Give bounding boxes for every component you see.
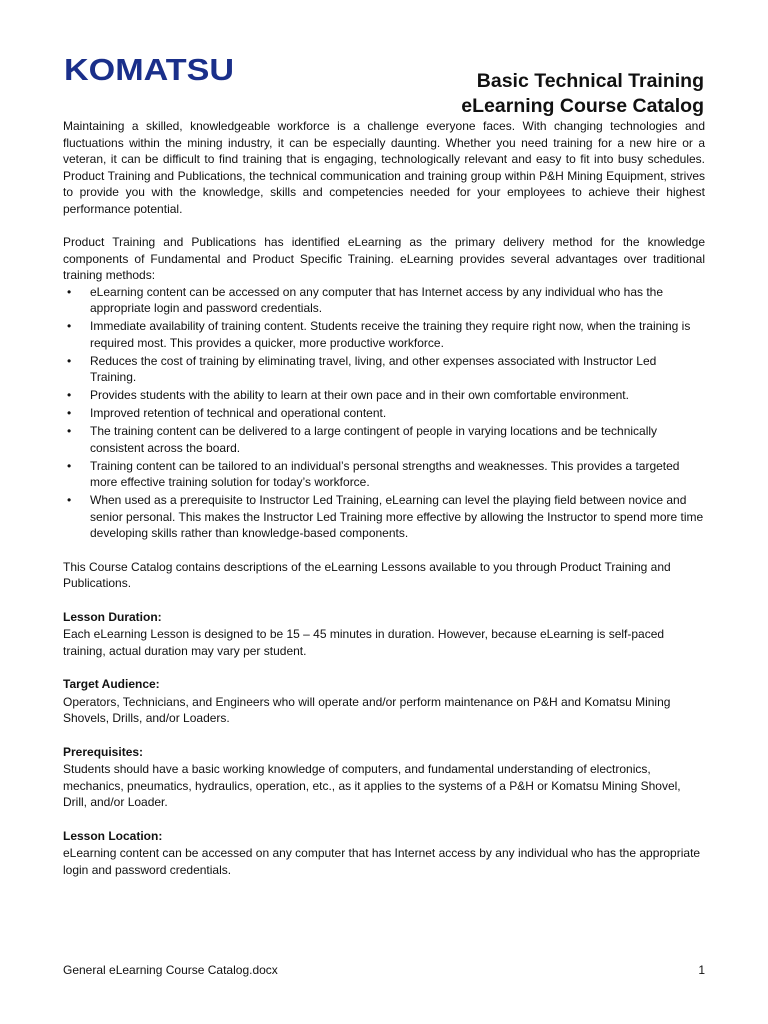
logo-wordmark: KOMATSU: [64, 54, 234, 84]
lesson-location-body: eLearning content can be accessed on any computer that has Internet access by any individual who has the appropriate login and password credentials.: [63, 846, 701, 877]
lesson-duration-body: Each eLearning Lesson is designed to be 15 – 45 minutes in duration. However, because eLearning is self-paced training, actual duration may vary per student.: [63, 627, 665, 658]
lesson-duration-heading: Lesson Duration:: [63, 609, 162, 624]
benefit-item: • Training content can be tailored to an individual’s personal strengths and weaknesses. This provides a targeted more effective training solution for today’s workforce.: [90, 458, 705, 491]
title-line-2: eLearning Course Catalog: [461, 95, 704, 117]
intro-paragraph-2: Product Training and Publications has identified eLearning as the primary delivery method for the knowledge components of Fundamental and Product Specific Training. eLearning provides several advantages over traditional training methods:: [63, 235, 705, 282]
lesson-location-heading: Lesson Location:: [63, 828, 163, 843]
komatsu-logo-mark: [64, 54, 236, 84]
benefit-item: • eLearning content can be accessed on any computer that has Internet access by any individual who has the appropriate login and password credentials.: [90, 284, 705, 317]
page-footer: [63, 962, 705, 979]
title-line-1: Basic Technical Training: [476, 70, 704, 92]
intro-paragraph-1: Maintaining a skilled, knowledgeable workforce is a challenge everyone faces. With changing technologies and fluctuations within the mining industry, it can be especially daunting. Whether you need training for a new hire or a veteran, it can be difficult to find training that is engaging, technologically relevant and easy to fit into busy schedules. Product Training and Publications, the technical communication and training group within P&H Mining Equipment, strives to provide you with the knowledge, skills and competencies needed for your employees to achieve their highest performance potential.: [63, 119, 705, 216]
document-body: [63, 118, 705, 878]
prerequisites-heading: Prerequisites:: [63, 744, 144, 759]
benefit-item: • Immediate availability of training content. Students receive the training they require right now, when the training is required most. This provides a quicker, more productive workforce.: [90, 318, 705, 351]
benefit-item: • Reduces the cost of training by eliminating travel, living, and other expenses associated with Instructor Led Training.: [90, 353, 705, 386]
page-number: 1: [698, 963, 705, 977]
target-audience-heading: Target Audience:: [63, 677, 160, 691]
komatsu-logo: [64, 54, 236, 84]
prerequisites-body: Students should have a basic working knowledge of computers, and fundamental understanding of electronics, mechanics, pneumatics, hydraulics, operation, etc., as it applies to the systems of a P&H or Komatsu Mining Shovel, Drill, and/or Loader.: [63, 762, 681, 809]
footer-filename: General eLearning Course Catalog.docx: [63, 963, 278, 977]
benefit-item: • Improved retention of technical and operational content.: [90, 405, 705, 422]
benefit-item: • Provides students with the ability to learn at their own pace and in their own comfortable environment.: [90, 387, 705, 404]
benefits-list: [63, 284, 705, 542]
catalog-note: This Course Catalog contains descriptions of the eLearning Lessons available to you through Product Training and Publications.: [63, 559, 671, 590]
benefit-item: • When used as a prerequisite to Instructor Led Training, eLearning can level the playing field between novice and senior personal. This makes the Instructor Led Training more effective by allowing the Instructor to spend more time developing skills rather than knowledge-based components.: [90, 492, 705, 542]
document-title: [461, 69, 704, 119]
target-audience-body: Operators, Technicians, and Engineers who will operate and/or perform maintenance on P&H and Komatsu Mining Shovels, Drills, and/or Loaders.: [63, 694, 671, 725]
benefit-item: • The training content can be delivered to a large contingent of people in varying locations and be technically consistent across the board.: [90, 423, 705, 456]
